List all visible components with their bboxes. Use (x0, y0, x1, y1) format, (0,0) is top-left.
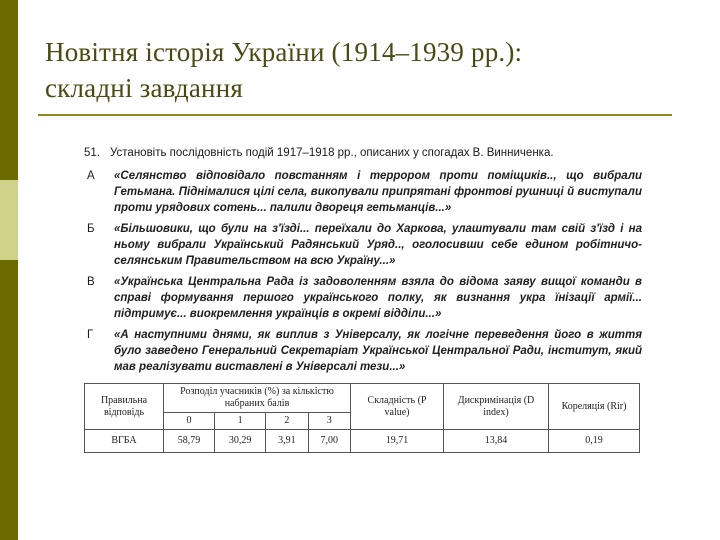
question-block (84, 146, 642, 375)
option-text: «А наступними днями, як виплив з Універсалу, як логічне переведення його в життя було заведено Генеральний Секретаріат Української Центральної Ради, інститут, який мав реалізувати виставлені в Універсалі тези...» (114, 329, 642, 373)
cell-score-1: 30,29 (215, 430, 266, 453)
cell-correlation: 0,19 (549, 430, 640, 453)
option-v (84, 274, 642, 322)
option-letter: Б (87, 223, 95, 235)
header-correct-answer: Правильна відповідь (85, 384, 164, 430)
slide-title-line-2: складні завдання (45, 73, 243, 103)
accent-bar-bottom (0, 260, 18, 540)
slide-title (45, 34, 685, 106)
cell-difficulty: 19,71 (351, 430, 444, 453)
table-header-row (85, 384, 640, 413)
question-number: 51. (84, 147, 100, 159)
cell-score-0: 58,79 (164, 430, 215, 453)
header-distribution: Розподіл учасників (%) за кількістю набраних балів (164, 384, 351, 413)
score-col-0: 0 (164, 413, 215, 430)
header-difficulty: Складність (P value) (351, 384, 444, 430)
option-text: «Селянство відповідало повстанням і террором проти поміщиків.., що вибрали Гетьмана. Піднімалися цілі села, викопували припрятані фронтові рушниці й виступали проти урядових сотень... палили двореця гетьманців...» (114, 170, 642, 214)
cell-score-3: 7,00 (308, 430, 350, 453)
cell-answer: ВГБА (85, 430, 164, 453)
option-letter: В (87, 276, 95, 288)
score-col-1: 1 (215, 413, 266, 430)
option-g (84, 327, 642, 375)
slide-title-line-1: Новітня історія України (1914–1939 рр.): (45, 37, 523, 67)
question-header (84, 146, 642, 160)
score-col-3: 3 (308, 413, 350, 430)
option-letter: Г (87, 329, 94, 341)
cell-score-2: 3,91 (266, 430, 308, 453)
score-col-2: 2 (266, 413, 308, 430)
option-a (84, 168, 642, 216)
header-discrimination: Дискримінація (D index) (444, 384, 549, 430)
cell-discrimination: 13,84 (444, 430, 549, 453)
option-letter: А (87, 170, 95, 182)
table-row (85, 430, 640, 453)
question-text: Установіть послідовність подій 1917–1918 рр., описаних у спогадах В. Винниченка. (110, 147, 554, 159)
option-text: «Українська Центральна Рада із задоволенням взяла до відома заяву вищої команди в справі формування першого українського полку, як визнання укра їнізації армії... підтримує... виокремлення українців в окремі відділи...» (114, 276, 642, 320)
statistics-table (84, 383, 640, 453)
option-b (84, 221, 642, 269)
accent-bar-top (0, 0, 18, 180)
header-correlation: Кореляція (Rir) (549, 384, 640, 430)
option-text: «Більшовики, що були на з'їзді... переїхали до Харкова, улаштували там свій з'їзд і на ньому вибрали Український Радянський Уряд.., оголосивши себе едином робітничо-селянським Правительством на всю Україну...» (114, 223, 642, 267)
title-divider (38, 114, 672, 116)
accent-bar-middle (0, 180, 18, 260)
